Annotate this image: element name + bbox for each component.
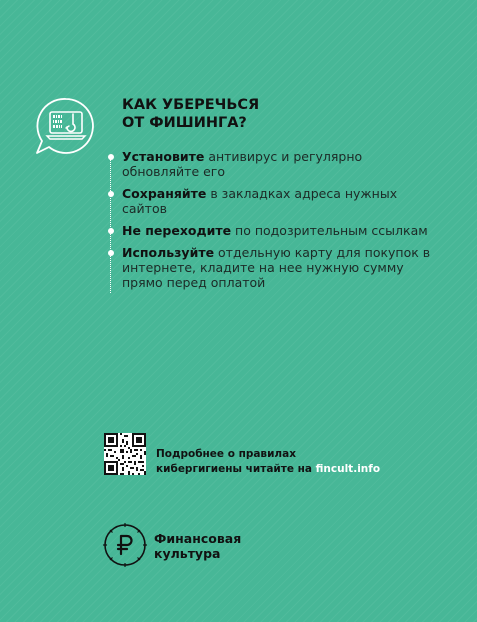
- tip-bold: Сохраняйте: [122, 186, 207, 201]
- tip-bold: Не переходите: [122, 223, 232, 238]
- brand-line-1: Финансовая: [154, 531, 242, 546]
- more-info-text: [156, 447, 380, 477]
- bullet-dot: [108, 250, 114, 256]
- tip-item: [108, 149, 438, 179]
- tips-list: [108, 149, 438, 297]
- site-link[interactable]: fincult.info: [315, 463, 381, 475]
- brand-name: [154, 531, 241, 561]
- title-line-2: ОТ ФИШИНГА?: [122, 115, 247, 131]
- tip-item: [108, 223, 438, 238]
- laptop-phishing-hook-icon: [33, 95, 99, 157]
- tip-bold: Используйте: [122, 245, 215, 260]
- qr-code-icon[interactable]: [104, 433, 146, 475]
- tip-item: [108, 245, 438, 290]
- more-info-line-1: Подробнее о правилах: [156, 448, 296, 460]
- more-info-prefix: кибергигиены читайте на: [156, 463, 316, 475]
- tip-bold: Установите: [122, 149, 205, 164]
- brand-line-2: культура: [154, 546, 221, 561]
- title-line-1: КАК УБЕРЕЧЬСЯ: [122, 97, 260, 113]
- bullet-dot: [108, 191, 114, 197]
- bullet-dot: [108, 228, 114, 234]
- tip-text: антивирус и регулярно обновляйте его: [122, 149, 363, 179]
- tip-text: в закладках адреса нужных сайтов: [122, 186, 398, 216]
- tip-text: по подозрительным ссылкам: [231, 223, 428, 238]
- page-title: [122, 96, 259, 132]
- more-info-line-2: [156, 462, 380, 477]
- tip-text: отдельную карту для покупок в интернете, кладите на нее нужную сумму прямо перед оплатой: [122, 245, 431, 290]
- bullet-dot: [108, 154, 114, 160]
- tip-item: [108, 186, 438, 216]
- ruble-clock-logo-icon: [102, 522, 148, 568]
